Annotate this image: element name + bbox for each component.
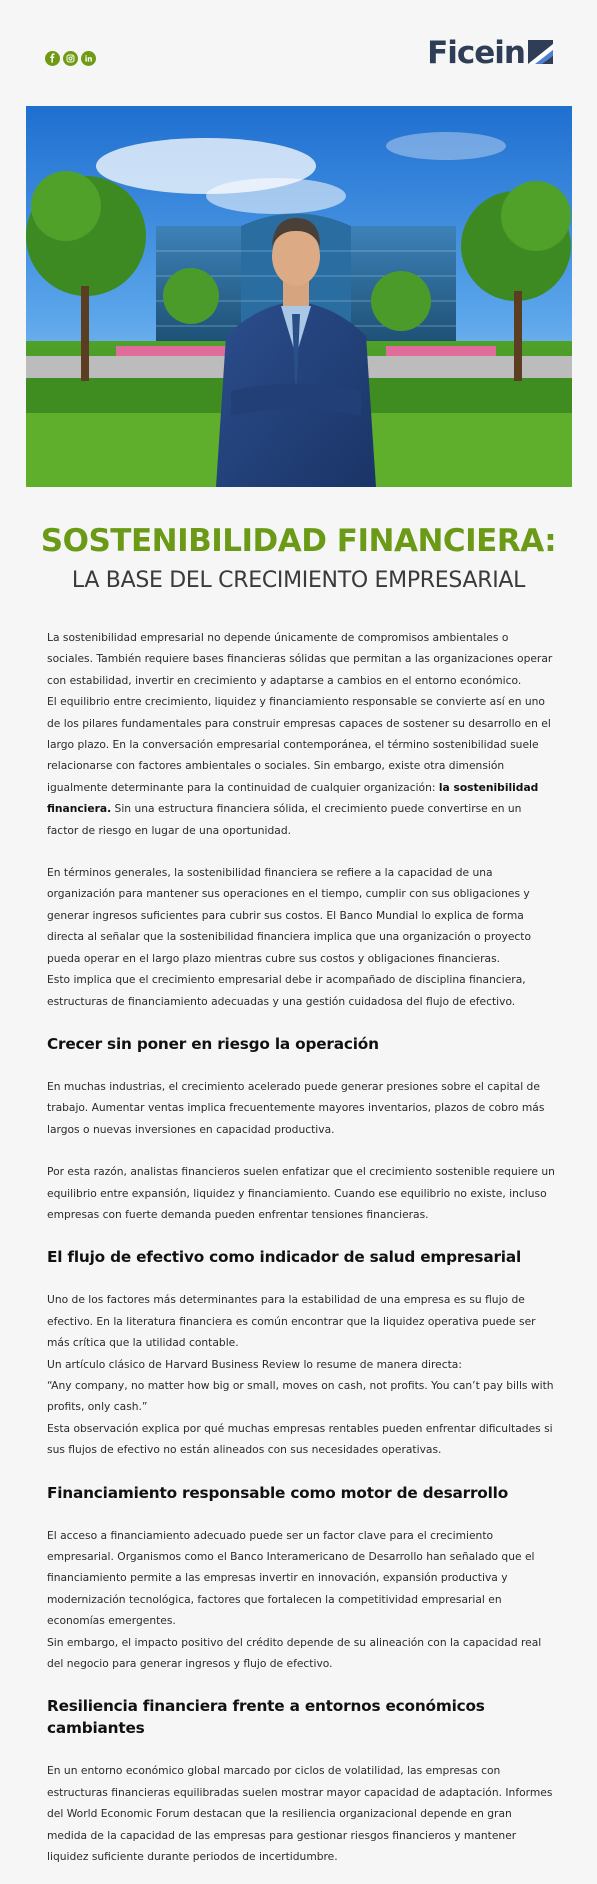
growth-paragraph-1: En muchas industrias, el crecimiento acelerado puede generar presiones sobre el capital de trabajo. Aumentar ventas implica frecuentemente mayores inventarios, plazos de cobro más largos o nuevas inversiones en capacidad productiva. — [47, 1079, 545, 1136]
section-heading-cashflow: El flujo de efectivo como indicador de salud empresarial — [47, 1248, 522, 1267]
article-header — [0, 520, 597, 596]
intro-paragraph-2-text: El equilibrio entre crecimiento, liquidez y financiamiento responsable se convierte así en uno de los pilares fundamentales para construir empresas capaces de sostener su desarrollo en el largo plazo. En la conversación empresarial contemporánea, el término sostenibilidad suele relacionarse con factores ambientales o sociales. Sin embargo, existe otra dimensión igualmente determinante para la continuidad de cualquier organización: — [47, 695, 551, 794]
brand-logo[interactable] — [427, 36, 555, 70]
logo-text: Ficein — [427, 35, 525, 71]
definition-paragraph-2: Esto implica que el crecimiento empresarial debe ir acompañado de disciplina financiera, estructuras de financiamiento adecuadas y una gestión cuidadosa del flujo de efectivo. — [47, 973, 526, 1008]
social-links — [45, 51, 96, 66]
cashflow-quote: “Any company, no matter how big or small, moves on cash, not profits. You can’t pay bills with profits, only cash.” — [47, 1378, 554, 1414]
financing-paragraph-1: El acceso a financiamiento adecuado puede ser un factor clave para el crecimiento empresarial. Organismos como el Banco Interamericano de Desarrollo han señalado que el financiamiento permite a las empresas invertir en innovación, expansión productiva y modernización tecnológica, factores que fortalecen la competitividad empresarial en economías emergentes. — [47, 1528, 535, 1628]
resilience-paragraph-1: En un entorno económico global marcado por ciclos de volatilidad, las empresas con estructuras financieras equilibradas suelen mostrar mayor capacidad de adaptación. Informes del World Economic Forum destacan que la resiliencia organizacional depende en gran medida de la capacidad de las empresas para gestionar riesgos financieros y mantener liquidez suficiente durante periodos de incertidumbre. — [47, 1764, 553, 1864]
site-header — [0, 0, 597, 106]
definition-paragraph-1: En términos generales, la sostenibilidad financiera se refiere a la capacidad de una organización para mantener sus operaciones en el tiempo, cumplir con sus obligaciones y generar ingresos suficientes para cubrir sus costos. El Banco Mundial lo explica de forma directa al señalar que la sostenibilidad financiera implica que una organización o proyecto pueda operar en el largo plazo mientras cubre sus costos y obligaciones financieras. — [47, 866, 532, 965]
logo-mark-icon — [527, 38, 555, 66]
intro-paragraph-2-tail: Sin una estructura financiera sólida, el crecimiento puede convertirse en un factor de riesgo en lugar de una oportunidad. — [47, 802, 522, 837]
intro-paragraph-2 — [47, 691, 555, 841]
cashflow-paragraph-2: Un artículo clásico de Harvard Business Review lo resume de manera directa: — [47, 1357, 462, 1371]
linkedin-icon[interactable] — [81, 51, 96, 66]
section-heading-resilience: Resiliencia financiera frente a entornos económicos cambiantes — [47, 1697, 485, 1738]
intro-paragraph-1: La sostenibilidad empresarial no depende únicamente de compromisos ambientales o sociales. También requiere bases financieras sólidas que permitan a las organizaciones operar con estabilidad, invertir en crecimiento y adaptarse a cambios en el entorno económico. — [47, 631, 553, 687]
facebook-icon[interactable] — [45, 51, 60, 66]
growth-paragraph-2: Por esta razón, analistas financieros suelen enfatizar que el crecimiento sostenible requiere un equilibrio entre expansión, liquidez y financiamiento. Cuando ese equilibrio no existe, incluso empresas con fuerte demanda pueden enfrentar tensiones financieras. — [47, 1165, 555, 1221]
article-subtitle: LA BASE DEL CRECIMIENTO EMPRESARIAL — [71, 568, 526, 593]
article-body — [47, 627, 555, 1867]
instagram-icon[interactable] — [63, 51, 78, 66]
cashflow-paragraph-1: Uno de los factores más determinantes para la estabilidad de una empresa es su flujo de efectivo. En la literatura financiera es común encontrar que la liquidez operativa puede ser más crítica que la utilidad contable. — [47, 1293, 536, 1350]
section-heading-financing: Financiamiento responsable como motor de desarrollo — [47, 1483, 509, 1502]
hero-image — [26, 106, 572, 487]
cashflow-paragraph-3: Esta observación explica por qué muchas empresas rentables pueden enfrentar dificultades si sus flujos de efectivo no están alineados con sus necesidades operativas. — [47, 1421, 553, 1457]
intro-highlight: la sostenibilidad financiera. — [47, 780, 539, 816]
article-title: SOSTENIBILIDAD FINANCIERA: — [40, 523, 557, 559]
financing-paragraph-2: Sin embargo, el impacto positivo del crédito depende de su alineación con la capacidad real del negocio para generar ingresos y flujo de efectivo. — [47, 1635, 542, 1671]
section-heading-growth: Crecer sin poner en riesgo la operación — [47, 1034, 379, 1053]
